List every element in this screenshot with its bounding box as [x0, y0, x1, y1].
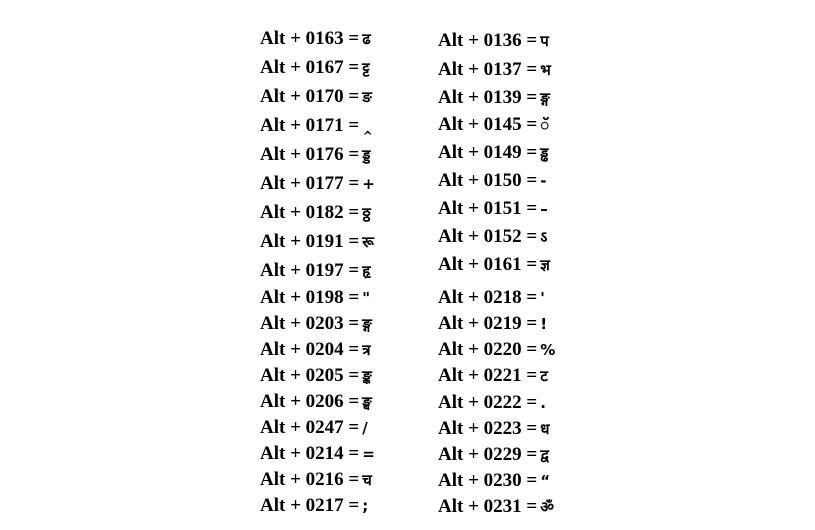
alt-code-entry [260, 260, 371, 282]
alt-code: Alt + 0219 = [438, 313, 538, 334]
alt-code: Alt + 0163 = [260, 28, 360, 49]
alt-code: Alt + 0217 = [260, 495, 360, 516]
character-glyph: ऽ [540, 228, 548, 246]
alt-code-entry [438, 418, 549, 440]
alt-code-entry [260, 115, 373, 137]
alt-code: Alt + 0231 = [438, 496, 538, 517]
character-glyph: " [362, 289, 371, 307]
alt-code-entry [438, 339, 555, 361]
character-glyph: = [362, 445, 375, 463]
alt-code: Alt + 0139 = [438, 87, 538, 108]
alt-code-entry [260, 86, 372, 108]
alt-code: Alt + 0137 = [438, 59, 538, 80]
alt-code: Alt + 0229 = [438, 444, 538, 465]
alt-code-entry [260, 287, 370, 309]
alt-code: Alt + 0197 = [260, 260, 360, 281]
character-glyph: ॅ [540, 116, 550, 134]
character-glyph: ' [540, 289, 545, 307]
alt-code-entry [438, 87, 550, 109]
alt-code: Alt + 0204 = [260, 339, 360, 360]
character-glyph: ङ्ग [540, 89, 550, 107]
alt-code: Alt + 0177 = [260, 173, 360, 194]
character-glyph: च [362, 471, 372, 489]
character-glyph: त्र [362, 341, 371, 359]
alt-code-entry [438, 313, 547, 335]
alt-code-entry [438, 30, 549, 52]
alt-code-entry [438, 496, 554, 518]
alt-code: Alt + 0230 = [438, 470, 538, 491]
character-glyph: ठ्ठ [362, 204, 371, 222]
character-glyph: ट [540, 367, 548, 385]
alt-code-entry [438, 59, 551, 81]
alt-code-entry [260, 391, 372, 413]
alt-code-entry [260, 339, 371, 361]
alt-code: Alt + 0216 = [260, 469, 360, 490]
alt-code: Alt + 0220 = [438, 339, 538, 360]
character-glyph: . [540, 394, 546, 412]
alt-code-entry [260, 144, 370, 166]
alt-code: Alt + 0198 = [260, 287, 360, 308]
character-glyph: ड्ढ [540, 144, 549, 162]
character-glyph: ङ्ग [362, 315, 372, 333]
alt-code-entry [260, 57, 370, 79]
character-glyph: ङ्घ [362, 393, 372, 411]
character-glyph: ढ [362, 30, 371, 48]
character-glyph: ङ्क [362, 367, 372, 385]
alt-code: Alt + 0203 = [260, 313, 360, 334]
alt-code: Alt + 0205 = [260, 365, 360, 386]
alt-code: Alt + 0167 = [260, 57, 360, 78]
character-glyph: ॐ [540, 498, 554, 516]
alt-code-entry [438, 170, 546, 192]
character-glyph: ध [540, 420, 550, 438]
alt-code-entry [260, 313, 372, 335]
alt-code: Alt + 0150 = [438, 170, 538, 191]
alt-code-entry [438, 226, 547, 248]
character-glyph: द्व [540, 446, 549, 464]
character-glyph: / [362, 419, 368, 437]
alt-code: Alt + 0218 = [438, 287, 538, 308]
alt-code: Alt + 0221 = [438, 365, 538, 386]
alt-code: Alt + 0136 = [438, 30, 538, 51]
alt-code-entry [260, 495, 368, 517]
alt-code-entry [438, 254, 550, 276]
alt-code: Alt + 0222 = [438, 392, 538, 413]
alt-code-entry [438, 114, 549, 136]
character-glyph: ज्ञ [540, 256, 550, 274]
alt-code-entry [260, 443, 375, 465]
alt-code-entry [260, 469, 372, 491]
character-glyph: रू [362, 233, 374, 251]
alt-code-entry [438, 470, 550, 492]
alt-code-entry [260, 28, 371, 50]
alt-code: Alt + 0223 = [438, 418, 538, 439]
alt-code-entry [438, 198, 548, 220]
alt-code: Alt + 0171 = [260, 115, 360, 136]
character-glyph: ड्ड [362, 146, 371, 164]
character-glyph: ! [540, 315, 548, 333]
alt-code: Alt + 0161 = [438, 254, 538, 275]
alt-code-entry [438, 444, 549, 466]
alt-code: Alt + 0206 = [260, 391, 360, 412]
alt-code-entry [260, 365, 372, 387]
alt-code-entry [438, 365, 548, 387]
alt-code: Alt + 0191 = [260, 231, 360, 252]
alt-code: Alt + 0214 = [260, 443, 360, 464]
character-glyph: ट्ट [362, 59, 370, 77]
alt-code: Alt + 0170 = [260, 86, 360, 107]
alt-code: Alt + 0152 = [438, 226, 538, 247]
character-glyph: भ [540, 61, 551, 79]
character-glyph: हृ [362, 262, 371, 280]
alt-code: Alt + 0176 = [260, 144, 360, 165]
alt-code-entry [438, 287, 545, 309]
alt-code: Alt + 0247 = [260, 417, 360, 438]
character-glyph: “ [540, 472, 551, 490]
alt-code: Alt + 0182 = [260, 202, 360, 223]
character-glyph: – [540, 200, 548, 218]
character-glyph: % [540, 341, 556, 359]
character-glyph: प [540, 32, 549, 50]
alt-code-entry [260, 417, 368, 439]
character-glyph: ङ [362, 88, 372, 106]
alt-code-entry [438, 142, 548, 164]
alt-code-entry [260, 202, 371, 224]
alt-code: Alt + 0145 = [438, 114, 538, 135]
alt-code-entry [260, 231, 374, 253]
alt-code-entry [260, 173, 375, 195]
alt-code-entry [438, 392, 546, 414]
character-glyph: ‸ [362, 117, 374, 135]
character-glyph: + [362, 175, 375, 193]
alt-code: Alt + 0151 = [438, 198, 538, 219]
character-glyph: - [540, 172, 547, 190]
character-glyph: ; [362, 497, 369, 515]
alt-code: Alt + 0149 = [438, 142, 538, 163]
